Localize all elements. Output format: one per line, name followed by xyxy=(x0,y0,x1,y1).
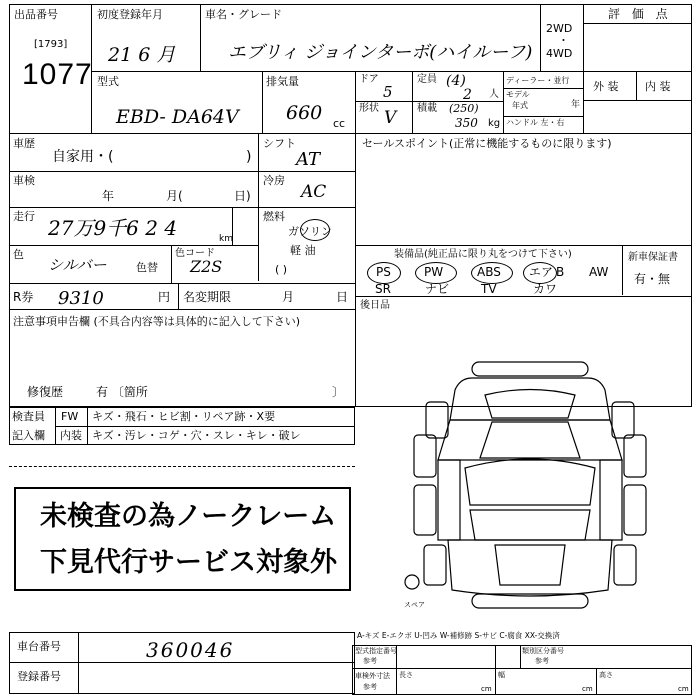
capacity-label: 定員 xyxy=(417,74,437,85)
vehicle-damage-diagram xyxy=(400,350,660,620)
inspection-year: 年 xyxy=(102,189,115,203)
fuel-gasoline: ガソリン xyxy=(288,225,332,238)
warranty-value: 有・無 xyxy=(634,272,671,286)
equipment-ps-circle xyxy=(367,262,401,284)
first-registration-label: 初度登録年月 xyxy=(97,8,163,21)
fuel-light-oil: 軽 油 xyxy=(290,244,316,257)
divider xyxy=(78,632,79,694)
fw-label: FW xyxy=(61,410,79,423)
door-value: 5 xyxy=(383,83,393,101)
load-label: 積載 xyxy=(417,103,437,114)
length-unit: cm xyxy=(481,685,492,693)
shift-label: シフト xyxy=(263,137,296,150)
divider xyxy=(540,4,541,71)
sales-point-label: セールスポイント(正常に機能するものに限ります) xyxy=(362,137,612,150)
displacement-unit: cc xyxy=(333,117,346,130)
divider xyxy=(9,207,355,208)
divider xyxy=(412,71,413,133)
drive-4wd: 4WD xyxy=(546,47,573,60)
model-year-label: モデル xyxy=(506,90,530,99)
category-number-ref: 参考 xyxy=(535,657,549,665)
first-registration-value: 21 6 月 xyxy=(108,44,176,66)
recycle-value: 9310 xyxy=(58,288,104,309)
notes-title: 注意事項申告欄 (不具合内容等は具体的に記入して下さい) xyxy=(13,315,301,328)
category-number-label: 類別区分番号 xyxy=(522,647,564,655)
repair-label: 修復歴 xyxy=(27,385,64,399)
dealer-label: ディーラー・並行 xyxy=(506,76,570,85)
model-designation-ref: 参考 xyxy=(363,657,377,665)
color-label: 色 xyxy=(13,248,24,261)
chassis-label: 車台番号 xyxy=(17,640,61,653)
divider xyxy=(596,668,597,695)
capacity-unit: 人 xyxy=(489,89,499,100)
equipment-airbag: エア xyxy=(529,265,554,279)
divider xyxy=(355,296,692,297)
model-designation-label: 型式指定番号 xyxy=(355,647,397,655)
equipment-navi: ナビ xyxy=(425,282,450,296)
divider xyxy=(503,116,583,117)
length-label: 長さ xyxy=(399,671,413,679)
load-unit: kg xyxy=(488,118,501,129)
drive-2wd: 2WD xyxy=(546,22,573,35)
fuel-label: 燃料 xyxy=(263,210,285,223)
shape-value: V xyxy=(384,108,397,128)
divider xyxy=(9,171,355,172)
inspection-month: 月( xyxy=(166,189,183,203)
divider xyxy=(355,71,356,133)
shift-value: AT xyxy=(296,149,321,170)
model-label: 型式 xyxy=(97,75,119,88)
capacity-value: (4) xyxy=(446,73,466,89)
damage-legend: A-キズ E-エクボ U-凹み W-補修跡 S-サビ C-腐食 XX-交換済 xyxy=(357,631,560,640)
lot-code: [1793] xyxy=(34,39,68,50)
history-close: ) xyxy=(246,149,252,165)
divider xyxy=(87,407,88,445)
recycle-label: R券 xyxy=(13,290,34,304)
divider xyxy=(171,245,172,283)
lot-number-label: 出品番号 xyxy=(14,8,58,21)
name-change-label: 名変期限 xyxy=(183,290,232,304)
displacement-value: 660 xyxy=(286,102,323,124)
equipment-airbag-circle xyxy=(523,262,557,284)
divider xyxy=(9,662,355,663)
exterior-label: 外 装 xyxy=(593,80,619,93)
divider xyxy=(622,245,623,295)
dashed-separator xyxy=(9,466,355,467)
ac-label: 冷房 xyxy=(263,174,285,187)
mileage-unit: km xyxy=(219,234,233,244)
inspection-day: 日) xyxy=(234,189,251,203)
repair-value: 有 〔箇所 xyxy=(96,385,148,399)
equipment-title: 装備品(純正品に限り丸をつけて下さい) xyxy=(394,249,572,260)
divider xyxy=(503,88,583,89)
interior-items: キズ・汚レ・コゲ・穴・スレ・キレ・破レ xyxy=(92,429,301,442)
shape-label: 形状 xyxy=(359,103,379,114)
equipment-pw: PW xyxy=(424,265,444,279)
inspector-interior-label: 内装 xyxy=(60,429,82,442)
equipment-aw: AW xyxy=(589,265,609,279)
divider xyxy=(583,23,692,24)
equipment-pw-circle xyxy=(415,262,457,284)
owner-items-label: 後日品 xyxy=(360,300,390,311)
divider xyxy=(200,4,201,71)
spare-label: スペア xyxy=(404,601,425,609)
inspection-label: 車検 xyxy=(13,174,35,187)
model-value: EBD- DA64V xyxy=(116,106,239,128)
lot-number: 1077 xyxy=(22,58,93,91)
equipment-abs-circle xyxy=(471,262,513,284)
divider xyxy=(178,283,179,309)
history-value: 自家用・( xyxy=(52,149,114,165)
slogan-line2: 下見代行サービス対象外 xyxy=(40,547,337,578)
divider xyxy=(355,245,692,246)
fuel-gasoline-circle xyxy=(300,219,330,241)
width-label: 幅 xyxy=(498,671,505,679)
color-change-label: 色替 xyxy=(136,261,158,274)
equipment-abs: ABS xyxy=(477,265,501,279)
equipment-kawa: カワ xyxy=(533,282,558,296)
divider xyxy=(583,100,692,101)
inspector-label: 検査員 xyxy=(12,410,45,423)
width-unit: cm xyxy=(582,685,593,693)
capacity-value2: 2 xyxy=(463,87,472,103)
divider xyxy=(9,245,258,246)
divider xyxy=(355,101,503,102)
chassis-value: 360046 xyxy=(146,638,235,662)
recycle-unit: 円 xyxy=(158,290,171,304)
divider xyxy=(9,283,355,284)
repair-close: 〕 xyxy=(332,385,345,399)
drive-dot: ・ xyxy=(558,34,569,47)
height-unit: cm xyxy=(678,685,689,693)
displacement-label: 排気量 xyxy=(266,75,299,88)
load-value: (250) xyxy=(449,102,479,115)
name-change-month: 月 xyxy=(282,290,295,304)
equipment-b: B xyxy=(556,265,565,279)
divider xyxy=(55,407,56,445)
divider xyxy=(520,645,521,668)
dimension-label: 車検外寸法 xyxy=(355,672,390,680)
divider xyxy=(55,426,355,427)
divider xyxy=(636,71,637,100)
color-value: シルバー xyxy=(48,256,107,274)
handle-label: ハンドル 左・右 xyxy=(506,118,565,127)
divider xyxy=(495,645,496,695)
registration-label: 登録番号 xyxy=(17,670,61,683)
equipment-sr: SR xyxy=(375,282,391,296)
name-grade-value: エブリィ ジョインターボ(ハイルーフ) xyxy=(228,42,533,63)
model-year-label2: 年式 xyxy=(512,101,528,110)
divider xyxy=(9,309,355,310)
name-change-day: 日 xyxy=(336,290,349,304)
warranty-label: 新車保証書 xyxy=(628,252,678,263)
interior-label: 内 装 xyxy=(645,80,671,93)
model-year-unit: 年 xyxy=(571,100,581,110)
divider xyxy=(9,133,692,134)
divider xyxy=(262,71,263,133)
divider xyxy=(355,133,356,407)
door-label: ドア xyxy=(359,74,379,85)
equipment-ps: PS xyxy=(376,265,391,279)
ac-value: AC xyxy=(301,182,327,202)
name-grade-label: 車名・グレード xyxy=(205,8,282,21)
equipment-tv: TV xyxy=(481,282,497,296)
load-value2: 350 xyxy=(455,116,478,130)
mileage-value: 27万9千6 2 4 xyxy=(48,216,178,240)
slogan-line1: 未検査の為ノークレーム xyxy=(40,501,337,532)
history-label: 車歴 xyxy=(13,137,35,150)
color-code-value: Z2S xyxy=(190,257,223,276)
dimension-ref: 参考 xyxy=(363,683,377,691)
mileage-label: 走行 xyxy=(13,210,35,223)
fw-items: キズ・飛石・ヒビ割・リペア跡・X要 xyxy=(92,410,276,423)
rating-label: 評 価 点 xyxy=(608,7,672,21)
entry-label: 記入欄 xyxy=(12,429,45,442)
divider xyxy=(352,668,692,669)
color-code-label: 色コード xyxy=(175,248,215,259)
fuel-other: ( ) xyxy=(275,263,288,276)
divider xyxy=(91,71,692,72)
divider xyxy=(503,71,504,133)
height-label: 高さ xyxy=(599,671,613,679)
